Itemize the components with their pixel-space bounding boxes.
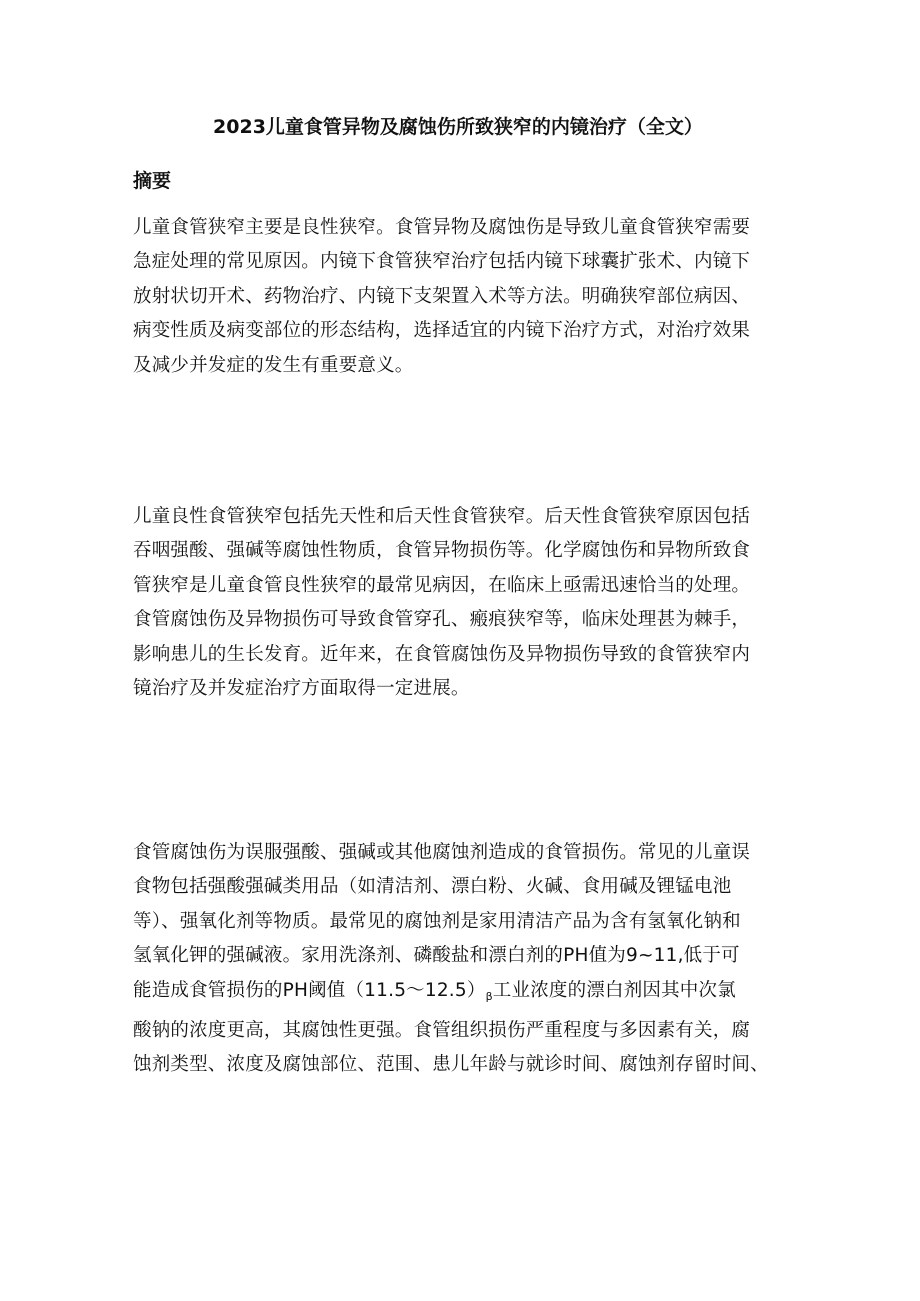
text-line: 病变性质及病变部位的形态结构，选择适宜的内镜下治疗方式，对治疗效果 bbox=[133, 320, 751, 342]
text-line: 酸钠的浓度更高，其腐蚀性更强。食管组织损伤严重程度与多因素有关，腐 bbox=[133, 1020, 751, 1042]
text-line: 食管腐蚀伤为误服强酸、强碱或其他腐蚀剂造成的食管损伤。常见的儿童误 bbox=[133, 842, 751, 863]
paragraph-abstract bbox=[133, 211, 801, 383]
text-line: 儿童良性食管狭窄包括先天性和后天性食管狭窄。后天性食管狭窄原因包括 bbox=[133, 506, 751, 527]
text-line: 儿童食管狭窄主要是良性狭窄。食管异物及腐蚀伤是导致儿童食管狭窄需要 bbox=[133, 217, 751, 238]
text-line: 急症处理的常见原因。内镜下食管狭窄治疗包括内镜下球囊扩张术、内镜下 bbox=[133, 251, 751, 273]
text-line: 镜治疗及并发症治疗方面取得一定进展。 bbox=[133, 678, 470, 700]
text-line: 蚀剂类型、浓度及腐蚀部位、范围、患儿年龄与就诊时间、腐蚀剂存留时间、 bbox=[133, 1054, 769, 1076]
text-line: 食管腐蚀伤及异物损伤可导致食管穿孔、瘢痕狭窄等，临床处理甚为棘手， bbox=[133, 609, 751, 631]
subscript-beta: β bbox=[485, 989, 493, 1003]
text-line: 食物包括强酸强碱类用品（如清洁剂、漂白粉、火碱、食用碱及锂锰电池 bbox=[133, 876, 732, 898]
text-segment: 工业浓度的漂白剂因其中次氯 bbox=[492, 979, 736, 1001]
paragraph-corrosion bbox=[133, 836, 801, 1083]
text-line: 吞咽强酸、强碱等腐蚀性物质，食管异物损伤等。化学腐蚀伤和异物所致食 bbox=[133, 540, 751, 562]
text-line-with-subscript bbox=[133, 974, 801, 1014]
abstract-heading: 摘要 bbox=[133, 170, 172, 192]
text-line: 氢氧化钾的强碱液。家用洗涤剂、磷酸盐和漂白剂的PH值为9~11,低于可 bbox=[133, 945, 740, 967]
text-segment: 能造成食管损伤的PH阈值（11.5～12.5） bbox=[133, 979, 486, 1001]
text-line: 等）、强氧化剂等物质。最常见的腐蚀剂是家用清洁产品为含有氢氧化钠和 bbox=[133, 910, 741, 932]
text-line: 管狭窄是儿童食管良性狭窄的最常见病因，在临床上亟需迅速恰当的处理。 bbox=[133, 574, 751, 596]
paragraph-intro bbox=[133, 500, 801, 706]
document-title: 2023儿童食管异物及腐蚀伤所致狭窄的内镜治疗（全文） bbox=[213, 116, 703, 138]
text-line: 及减少并发症的发生有重要意义。 bbox=[133, 354, 414, 376]
text-line: 影响患儿的生长发育。近年来，在食管腐蚀伤及异物损伤导致的食管狭窄内 bbox=[133, 643, 751, 665]
text-line: 放射状切开术、药物治疗、内镜下支架置入术等方法。明确狭窄部位病因、 bbox=[133, 285, 751, 307]
